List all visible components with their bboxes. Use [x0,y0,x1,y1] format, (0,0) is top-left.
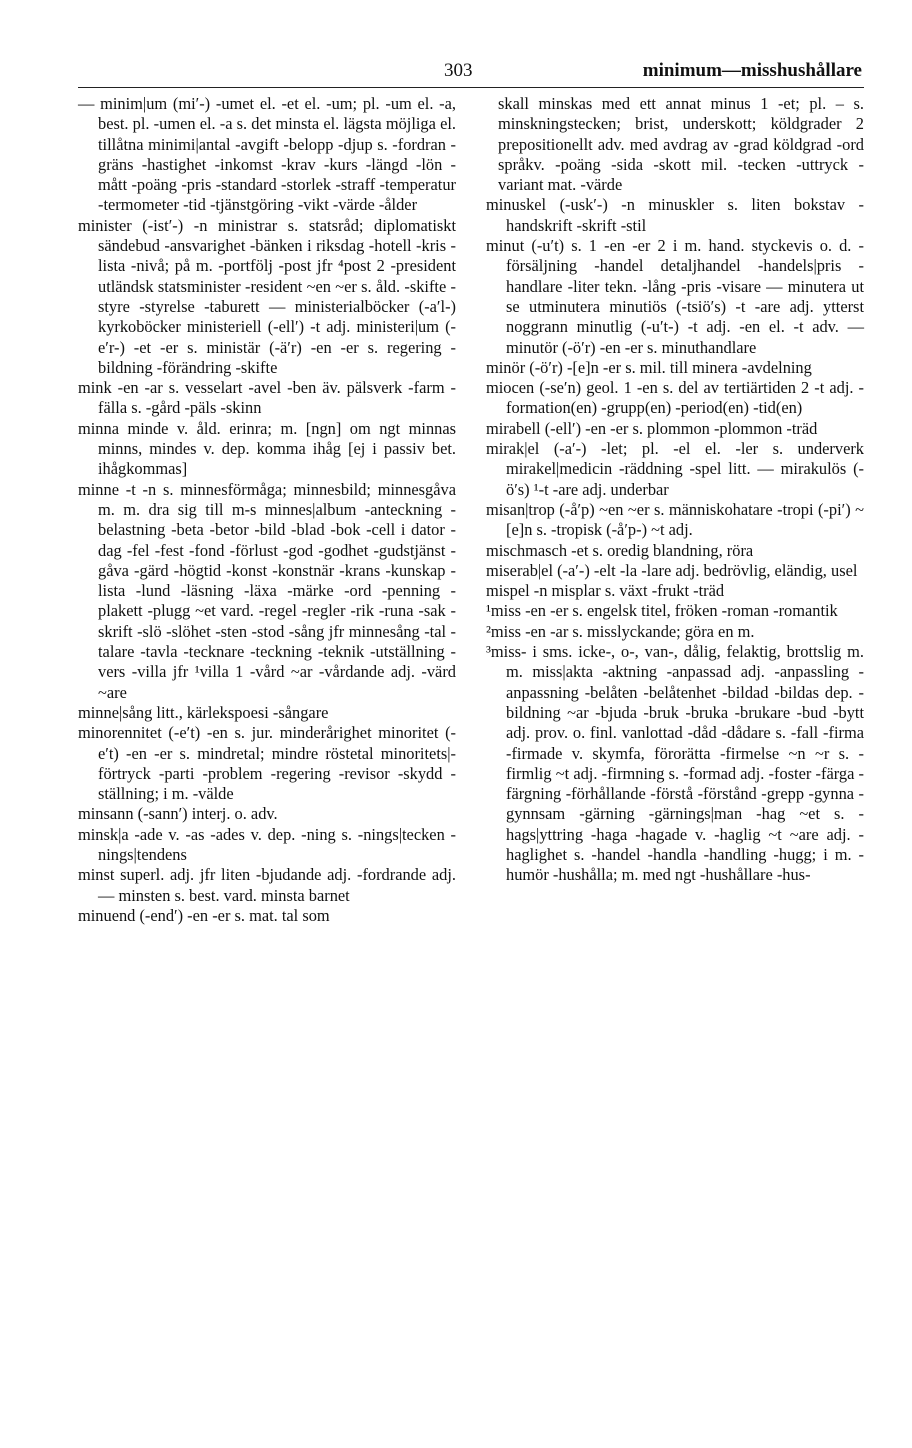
entry-minska: minsk|a -ade v. -as -ades v. dep. -ning s. -nings|tecken -nings|tendens [78,824,456,864]
entry-minister: minister (-ist′-) -n ministrar s. statsråd; diplomatiskt sändebud -ansvarighet -bänken i riksdag -hotell -kris -lista -nivå; på m. -portfölj -post jfr ⁴post 2 -president utländsk statsminister -resident ~en ~er s. åld. -skifte -styre -styrelse -taburett — ministerialböcker (-a′l-) kyrkoböcker ministeriell (-ell′) -t adj. ministeri|um (-e′r-) -et -er s. ministär (-ä′r) -en -er s. regering -bildning -förändring -skifte [78,215,456,377]
entry-miss-1: ¹miss -en -er s. engelsk titel, fröken -roman -romantik [486,601,838,621]
entry-minsann: minsann (-sann′) interj. o. adv. [78,804,278,824]
left-column [78,94,456,926]
entry-miserabel: miserab|el (-a′-) -elt -la -lare adj. bedrövlig, eländig, usel [486,560,858,580]
right-column [486,94,864,886]
entry-minuend: minuend (-end′) -en -er s. mat. tal som [78,905,330,925]
entry-misantrop: misan|trop (-å′p) ~en ~er s. människohatare -tropi (-pi′) ~[e]n s. -tropisk (-å′p-) ~t adj. [486,499,864,540]
entry-miss-2: ²miss -en -ar s. misslyckande; göra en m. [486,621,755,641]
entry-minna: minna minde v. åld. erinra; m. [ngn] om ngt minnas minns, mindes v. dep. komma ihåg [ej i passiv bet. ihågkommas] [78,418,456,479]
entry-mischmasch: mischmasch -et s. oredig blandning, röra [486,540,754,560]
entry-minimum: — minim|um (mi′-) -umet el. -et el. -um; pl. -um el. -a, best. pl. -umen el. -a s. det minsta el. lägsta möjliga el. tillåtna minimi|antal -avgift -belopp -djup s. -fordran -gräns -hastighet -inkomst -krav -kurs -längd -lön -mått -poäng -pris -standard -storlek -straff -temperatur -termometer -tid -tjänstgöring -vikt -värde -ålder [78,94,456,215]
entry-minut: minut (-u′t) s. 1 -en -er 2 i m. hand. styckevis o. d. -försäljning -handel detaljhandel -handels|pris -handlare -liter tekn. -lång -pris -visare — minutera ut se utminutera minutiös (-tsiö′s) -t -are adj. ytterst noggrann minutlig (-u′t-) -t adj. -en el. -t adv. — minutör (-ö′r) -en -er s. minuthandlare [486,236,864,357]
entry-miss-3: ³miss- i sms. icke-, o-, van-, dålig, felaktig, brottslig m. m. miss|akta -aktning -anpassad adj. -anpassling -anpassning -belåten -belåtenhet -bildad -bildas dep. -bildning ~ar -bjuda -bruk -bruka -brukare -bud -bytt adj. prov. o. finl. vanlottad -dåd -dådare s. -fall -firma -firmade v. skymfa, förorätta -firmelse ~n ~r s. -firmlig ~t adj. -firmning s. -formad adj. -foster -färga -färgning -förhållande -förstå -förstånd -grepp -gynna -gynnsam -gärning -gärnings|man -hag ~et s. -hags|yttring -haga -hagade v. -haglig ~t ~are adj. -haglighet s. -handel -handla -handling -hugg; i m. -humör -hushålla; m. med ngt -hushållare -hus- [486,642,864,885]
entry-minst: minst superl. adj. jfr liten -bjudande adj. -fordrande adj. — minsten s. best. vard. minsta barnet [78,865,456,905]
entry-minorennitet: minorennitet (-e′t) -en s. jur. minderårighet minoritet (-e′t) -en -er s. mindretal; mindre röstetal minoritets|-förtryck -parti -problem -regering -revisor -skydd -ställning; i m. -välde [78,723,456,804]
running-head: minimum—misshushållare [642,60,862,81]
entry-mirabell: mirabell (-ell′) -en -er s. plommon -plommon -träd [486,418,818,438]
entry-mispel: mispel -n misplar s. växt -frukt -träd [486,581,725,601]
entry-mirakel: mirak|el (-a′-) -let; pl. -el el. -ler s. underverk mirakel|medicin -räddning -spel litt. — mirakulös (-ö′s) ¹-t -are adj. underbar [486,439,864,499]
page-header [78,58,862,88]
entry-mink: mink -en -ar s. vesselart -avel -ben äv. pälsverk -farm -fälla s. -gård -päls -skinn [78,378,456,418]
entry-minnesang: minne|sång litt., kärlekspoesi -sångare [78,702,329,722]
entry-minor: minör (-ö′r) -[e]n -er s. mil. till minera -avdelning [486,357,812,377]
header-rule [78,87,864,88]
entry-minuskel: minuskel (-usk′-) -n minuskler s. liten bokstav -handskrift -skrift -stil [486,195,864,235]
entry-minne: minne -t -n s. minnesförmåga; minnesbild; minnesgåva m. m. dra sig till m-s minnes|album -anteckning -belastning -beta -betor -bild -blad -bok -cell i dator -dag -fel -fest -fond -förlust -god -godhet -gudstjänst -gåva -gärd -högtid -konst -konstnär -krans -kunskap -lista -lund -läsning -läxa -märke -ord -penning -plakett -plugg ~et vard. -regel -regler -rik -runa -sak -skrift -slö -slöhet -sten -stod -sång jfr minnesång -tal -talare -tavla -tecknare -teckning -teknik -utställning -vers -villa jfr ¹villa 1 -vård ~ar -vårdande adj. -värd ~are [78,479,456,702]
page-number: 303 [444,60,473,81]
entry-minus-continued: skall minskas med ett annat minus 1 -et; pl. – s. minskningstecken; brist, underskott; köldgrader 2 prepositionellt adv. med avdrag av -grad köldgrad -ord språkv. -poäng -sida -skott mil. -tecken -uttryck -variant mat. -värde [498,94,864,195]
entry-miocen: miocen (-se′n) geol. 1 -en s. del av tertiärtiden 2 -t adj. -formation(en) -grupp(en) -period(en) -tid(en) [486,378,864,418]
